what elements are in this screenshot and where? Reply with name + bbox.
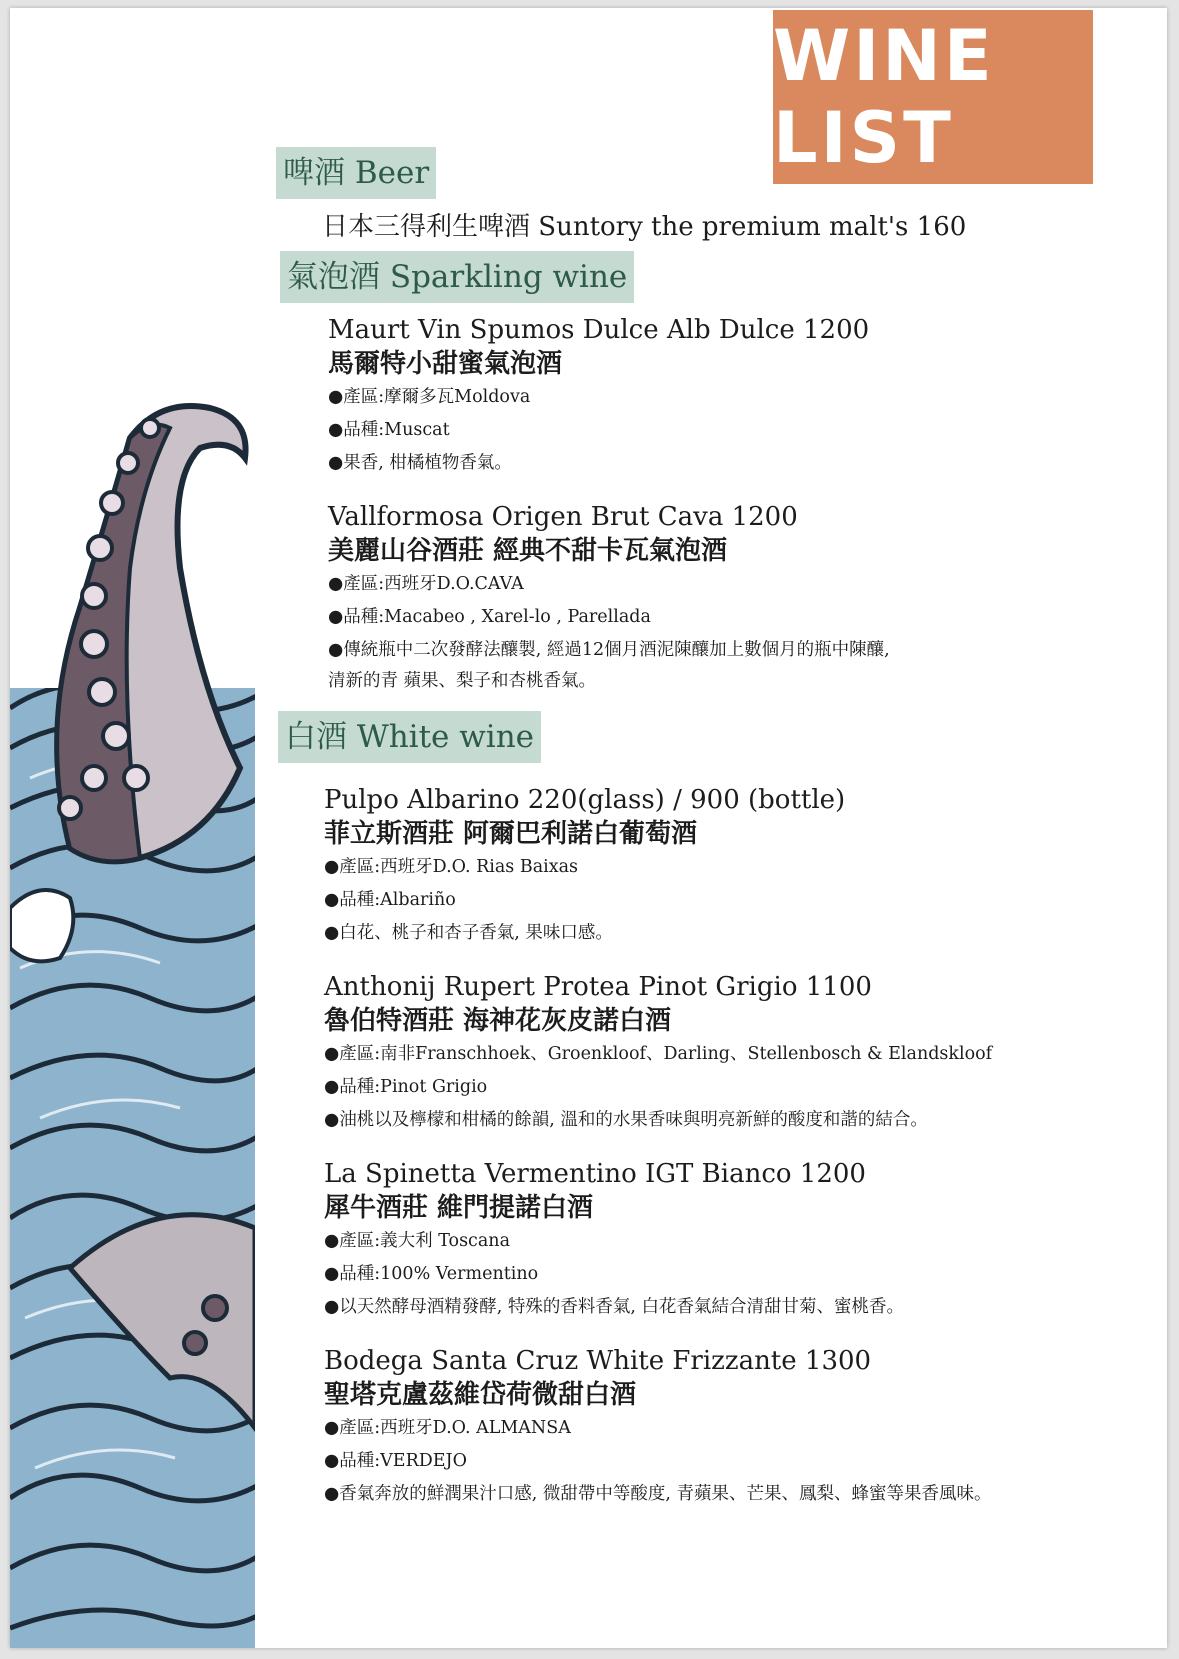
wine-item [328,500,890,698]
octopus-wave-illustration [10,8,270,1648]
wine-name-en: Maurt Vin Spumos Dulce Alb Dulce 1200 [328,315,870,345]
wine-grape: ●品種:Macabeo , Xarel-lo , Parellada [328,607,651,627]
wine-name-zh: 魯伯特酒莊 海神花灰皮諾白酒 [324,1006,672,1036]
wine-name-zh: 馬爾特小甜蜜氣泡酒 [328,349,563,379]
wine-name-en: Pulpo Albarino 220(glass) / 900 (bottle) [324,785,846,815]
wine-origin: ●產區:南非Franschhoek、Groenkloof、Darling、Stellenbosch & Elandskloof [324,1044,993,1064]
wine-name-en: Bodega Santa Cruz White Frizzante 1300 [324,1346,872,1376]
wine-list-banner: WINE LIST [773,10,1093,184]
wine-notes-continued: 清新的青 蘋果、梨子和杏桃香氣。 [328,671,597,691]
wine-name-en: Vallformosa Origen Brut Cava 1200 [328,502,798,532]
wine-name-zh: 聖塔克盧茲維岱荷微甜白酒 [324,1380,637,1410]
wine-grape: ●品種:Albariño [324,890,456,910]
wine-origin: ●產區:西班牙D.O.CAVA [328,574,524,594]
wine-name-en: Anthonij Rupert Protea Pinot Grigio 1100 [324,972,872,1002]
wine-origin: ●產區:西班牙D.O. Rias Baixas [324,857,579,877]
wine-grape: ●品種:VERDEJO [324,1451,467,1471]
wine-origin: ●產區:摩爾多瓦Moldova [328,387,531,407]
menu-page [10,8,1167,1648]
wine-name-en: La Spinetta Vermentino IGT Bianco 1200 [324,1159,866,1189]
wine-item [324,1344,992,1511]
category-beer: 啤酒 Beer [276,147,436,199]
wine-item [324,783,845,950]
wine-grape: ●品種:Muscat [328,420,450,440]
wine-name-zh: 犀牛酒莊 維門提諾白酒 [324,1193,594,1223]
wine-name-zh: 菲立斯酒莊 阿爾巴利諾白葡萄酒 [324,819,698,849]
wine-notes: ●果香, 柑橘植物香氣。 [328,453,512,473]
wine-item [324,970,992,1137]
wine-notes: ●油桃以及檸檬和柑橘的餘韻, 溫和的水果香味與明亮新鮮的酸度和諧的結合。 [324,1110,928,1130]
wine-item [324,1157,904,1324]
wine-notes: ●以天然酵母酒精發酵, 特殊的香料香氣, 白花香氣結合清甜甘菊、蜜桃香。 [324,1297,905,1317]
category-white-wine: 白酒 White wine [278,711,541,763]
wine-notes: ●傳統瓶中二次發酵法釀製, 經過12個月酒泥陳釀加上數個月的瓶中陳釀, [328,640,890,660]
wine-origin: ●產區:義大利 Toscana [324,1231,510,1251]
beer-item: 日本三得利生啤酒 Suntory the premium malt's 160 [322,212,967,242]
wine-name-zh: 美麗山谷酒莊 經典不甜卡瓦氣泡酒 [328,536,728,566]
wine-origin: ●產區:西班牙D.O. ALMANSA [324,1418,571,1438]
wine-item [328,313,869,480]
wine-grape: ●品種:Pinot Grigio [324,1077,488,1097]
wine-grape: ●品種:100% Vermentino [324,1264,539,1284]
wine-notes: ●香氣奔放的鮮潤果汁口感, 微甜帶中等酸度, 青蘋果、芒果、鳳梨、蜂蜜等果香風味。 [324,1484,992,1504]
category-sparkling-wine: 氣泡酒 Sparkling wine [280,251,634,303]
wine-notes: ●白花、桃子和杏子香氣, 果味口感。 [324,923,613,943]
